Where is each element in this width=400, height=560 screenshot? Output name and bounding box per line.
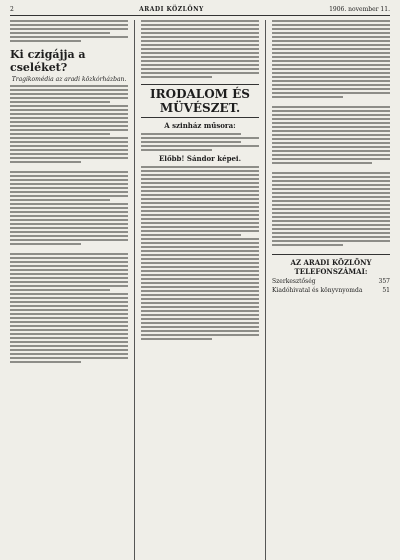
newspaper-title: ARADI KÖZLÖNY	[139, 6, 204, 13]
article-body	[141, 166, 259, 340]
article-body	[10, 85, 128, 363]
section-title: IRODALOM ÉS MÜVÉSZET.	[141, 84, 259, 118]
columns	[10, 20, 390, 560]
text-block-top	[141, 20, 259, 78]
subsection-title: A szinház műsora:	[164, 121, 236, 130]
phone-number: 51	[382, 287, 390, 294]
column-2	[134, 20, 259, 560]
phone-label: Kiadóhivatal és könyvnyomda	[272, 287, 363, 294]
column-3	[265, 20, 390, 560]
phone-number: 357	[378, 278, 390, 285]
article-title: Előbb! Sándor képei.	[158, 154, 242, 163]
text-block-top	[10, 20, 128, 42]
issue-date: 1906. november 11.	[329, 6, 390, 13]
phone-row	[272, 287, 390, 294]
phone-box-title: AZ ARADI KÖZLÖNY TELEFONSZÁMAI:	[272, 254, 390, 276]
article-subhead: Tragikomédia az aradi közkórházban.	[11, 76, 127, 83]
page-number: 2	[10, 6, 14, 13]
column-1	[10, 20, 128, 560]
phone-row	[272, 278, 390, 285]
phone-label: Szerkesztőség	[272, 278, 316, 285]
article-body	[272, 20, 390, 246]
masthead	[10, 6, 390, 16]
program-list	[141, 133, 259, 151]
article-headline: Ki czigájja a cseléket?	[10, 48, 86, 74]
